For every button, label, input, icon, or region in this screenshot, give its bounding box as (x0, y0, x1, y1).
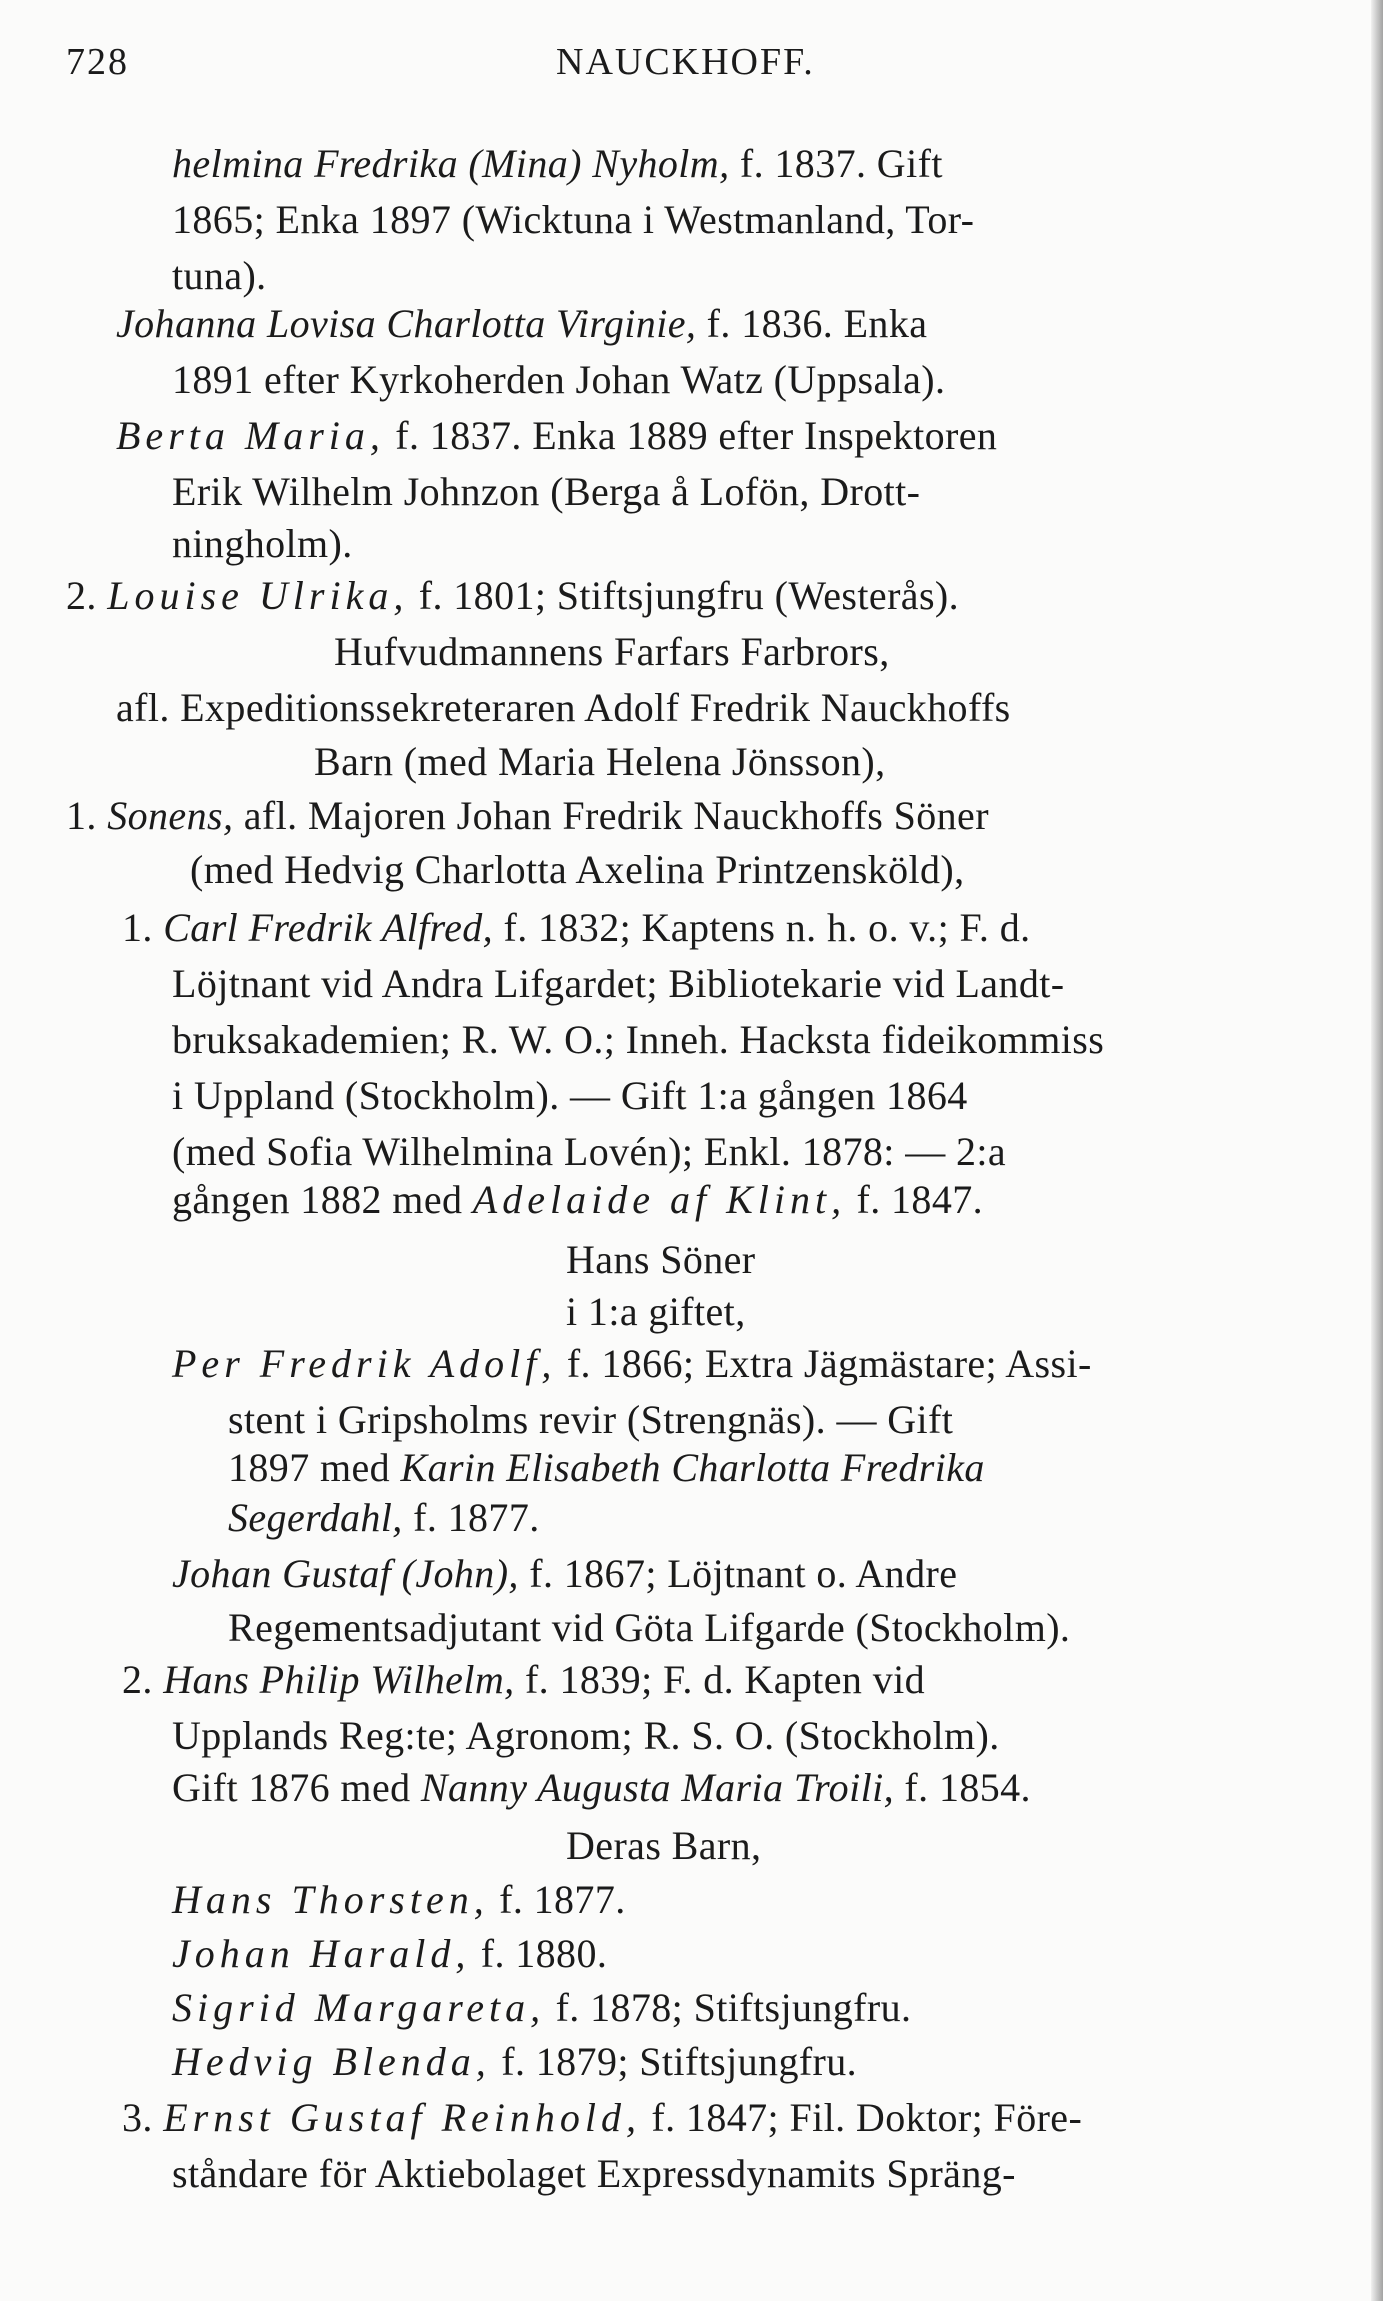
text-span: f. 1877. (413, 1495, 540, 1540)
text-span: f. 1877. (499, 1877, 626, 1922)
text-line: i Uppland (Stockholm). — Gift 1:a gången 1864 (172, 1073, 968, 1118)
text-line: Löjtnant vid Andra Lifgardet; Bibliotekarie vid Landt- (172, 961, 1065, 1006)
running-title: NAUCKHOFF. (556, 41, 815, 83)
text-line (66, 792, 989, 840)
text-line (172, 1984, 911, 2032)
page-edge-shadow (1371, 0, 1383, 2301)
text-line (172, 1876, 626, 1924)
text-line: (med Sofia Wilhelmina Lovén); Enkl. 1878: — 2:a (172, 1129, 1007, 1174)
text-span: f. 1847; Fil. Doktor; Före- (651, 2095, 1083, 2140)
text-span: f. 1866; Extra Jägmästare; Assi- (566, 1341, 1092, 1386)
italic-name: Johan Gustaf (John), (172, 1551, 519, 1596)
text-span: 1897 med (228, 1445, 391, 1490)
text-line: Upplands Reg:te; Agronom; R. S. O. (Stockholm). (172, 1713, 1000, 1758)
text-line: afl. Expeditionssekreteraren Adolf Fredrik Nauckhoffs (116, 685, 1011, 730)
text-line: Regementsadjutant vid Göta Lifgarde (Stockholm). (228, 1605, 1071, 1650)
italic-name: Hans Thorsten, (172, 1877, 489, 1922)
italic-name: Johan Harald, (172, 1931, 471, 1976)
text-line (172, 140, 943, 188)
text-line: stent i Gripsholms revir (Strengnäs). — Gift (228, 1397, 954, 1442)
item-number: 2. (122, 1657, 153, 1702)
text-span: gången 1882 med (172, 1177, 463, 1222)
text-span: f. 1836. Enka (706, 301, 928, 346)
text-line (172, 1550, 957, 1598)
text-line (172, 2038, 857, 2086)
text-span: f. 1854. (904, 1765, 1031, 1810)
italic-name: Adelaide af Klint, (472, 1177, 847, 1222)
text-line (66, 572, 959, 620)
italic-name: Hans Philip Wilhelm, (163, 1657, 515, 1702)
text-span: f. 1801; Stiftsjungfru (Westerås). (418, 573, 960, 618)
item-number: 3. (122, 2095, 153, 2140)
item-number: 1. (66, 793, 97, 838)
text-line (172, 1930, 607, 1978)
italic-name: Louise Ulrika, (107, 573, 409, 618)
italic-name: Johanna Lovisa Charlotta Virginie, (116, 301, 697, 346)
text-line (122, 904, 1031, 952)
text-line (172, 1176, 983, 1224)
section-heading: Hans Söner (566, 1237, 756, 1282)
item-number: 1. (122, 905, 153, 950)
text-line (228, 1494, 540, 1542)
text-span: afl. Majoren Johan Fredrik Nauckhoffs Söner (243, 793, 989, 838)
section-heading: Deras Barn, (566, 1823, 762, 1868)
text-line (122, 2094, 1082, 2142)
text-span: f. 1879; Stiftsjungfru. (501, 2039, 858, 2084)
text-line (116, 300, 927, 348)
italic-name: Sigrid Margareta, (172, 1985, 546, 2030)
text-span: f. 1867; Löjtnant o. Andre (529, 1551, 958, 1596)
italic-name: Nanny Augusta Maria Troili, (420, 1765, 895, 1810)
text-line: tuna). (172, 253, 267, 298)
text-line: Barn (med Maria Helena Jönsson), (314, 739, 886, 784)
text-span: f. 1837. Enka 1889 efter Inspektoren (395, 413, 998, 458)
text-span: f. 1880. (480, 1931, 608, 1976)
italic-name: Berta Maria, (116, 413, 385, 458)
text-span: f. 1832; Kaptens n. h. o. v.; F. d. (503, 905, 1031, 950)
italic-name: Sonens, (107, 793, 234, 838)
text-line: ningholm). (172, 521, 353, 566)
section-heading: i 1:a giftet, (566, 1289, 746, 1334)
text-line (116, 412, 997, 460)
italic-name: Per Fredrik Adolf, (172, 1341, 557, 1386)
text-line: (med Hedvig Charlotta Axelina Printzensköld), (190, 847, 965, 892)
text-span: f. 1837. Gift (739, 141, 943, 186)
italic-name: Hedvig Blenda, (172, 2039, 491, 2084)
text-line (172, 1340, 1092, 1388)
section-heading: Hufvudmannens Farfars Farbrors, (334, 629, 890, 674)
text-line (122, 1656, 925, 1704)
text-line: ståndare för Aktiebolaget Expressdynamits Spräng- (172, 2151, 1016, 2196)
text-span: f. 1878; Stiftsjungfru. (555, 1985, 912, 2030)
text-line (172, 1764, 1031, 1812)
italic-name: helmina Fredrika (Mina) Nyholm, (172, 141, 730, 186)
italic-name: Segerdahl, (228, 1495, 403, 1540)
text-line (228, 1444, 985, 1492)
text-line: bruksakademien; R. W. O.; Inneh. Hacksta fideikommiss (172, 1017, 1105, 1062)
text-line: Erik Wilhelm Johnzon (Berga å Lofön, Drott- (172, 469, 921, 514)
text-span: f. 1847. (856, 1177, 984, 1222)
text-span: f. 1839; F. d. Kapten vid (524, 1657, 926, 1702)
text-span: Gift 1876 med (172, 1765, 411, 1810)
italic-name: Ernst Gustaf Reinhold, (163, 2095, 641, 2140)
page-number: 728 (66, 41, 129, 83)
item-number: 2. (66, 573, 97, 618)
text-line: 1891 efter Kyrkoherden Johan Watz (Uppsala). (172, 357, 946, 402)
italic-name: Karin Elisabeth Charlotta Fredrika (400, 1445, 985, 1490)
italic-name: Carl Fredrik Alfred, (163, 905, 494, 950)
text-line: 1865; Enka 1897 (Wicktuna i Westmanland, Tor- (172, 197, 975, 242)
